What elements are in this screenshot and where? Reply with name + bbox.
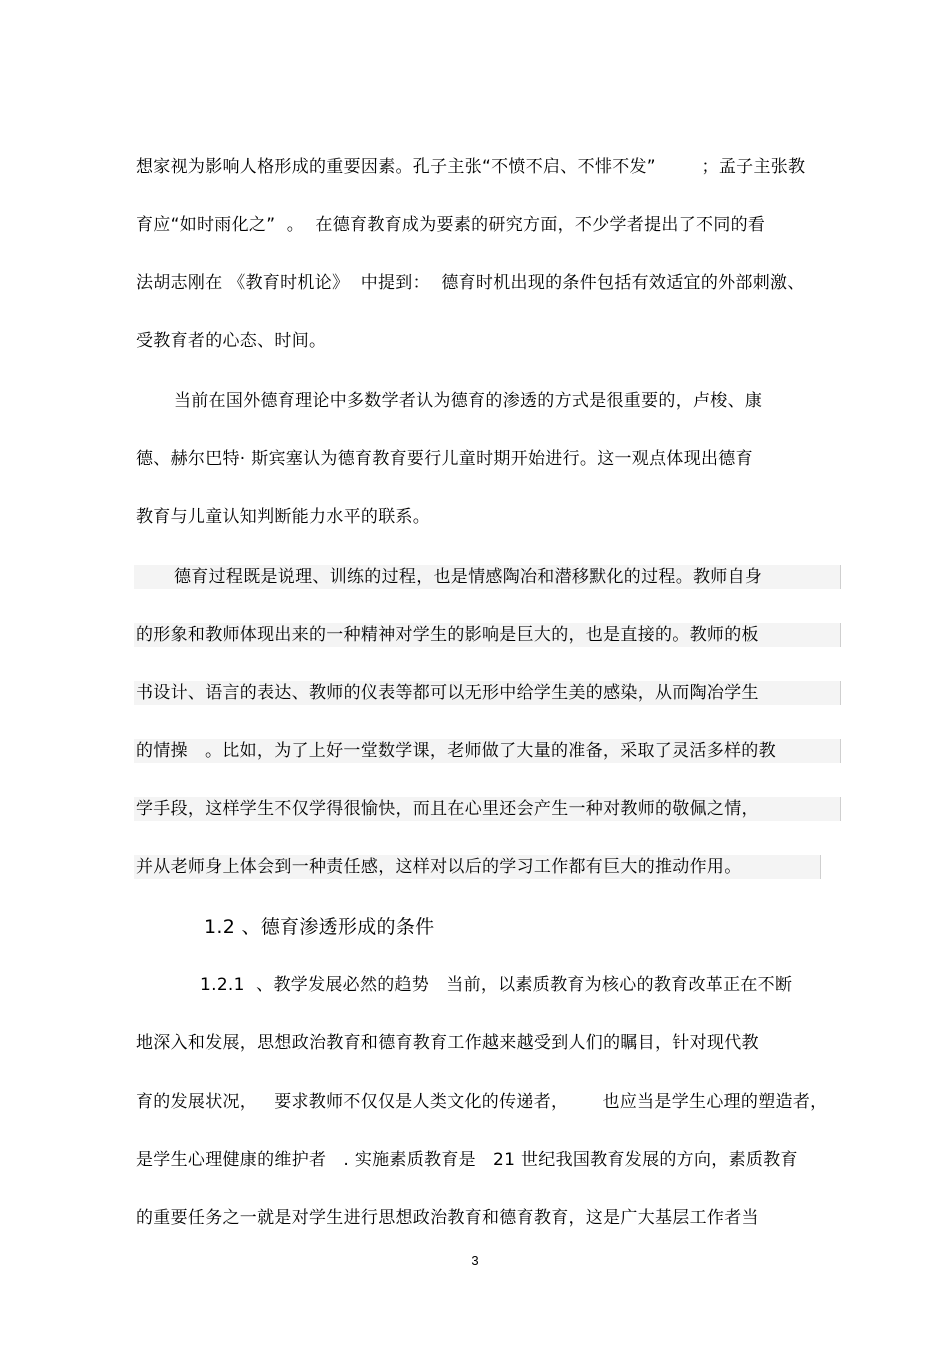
text-line: 学手段，这样学生不仅学得很愉快，而且在心里还会产生一种对教师的敬佩之情， xyxy=(136,799,759,819)
page-number: 3 xyxy=(471,1253,479,1268)
text-line: 育的发展状况， 要求教师不仅仅是人类文化的传递者， 也应当是学生心理的塑造者， xyxy=(136,1092,828,1112)
text-line: 想家视为影响人格形成的重要因素。孔子主张“不愤不启、不悱不发” ；孟子主张教 xyxy=(136,157,806,177)
text-line: 并从老师身上体会到一种责任感，这样对以后的学习工作都有巨大的推动作用。 xyxy=(136,857,742,877)
text-line: 法胡志刚在 《教育时机论》 中提到： 德育时机出现的条件包括有效适宜的外部刺激、 xyxy=(136,273,805,293)
text-line: 当前在国外德育理论中多数学者认为德育的渗透的方式是很重要的，卢梭、康 xyxy=(174,391,763,411)
text-line: 德、赫尔巴特· 斯宾塞认为德育教育要行儿童时期开始进行。这一观点体现出德育 xyxy=(136,449,753,469)
text-line: 1.2.1 、教学发展必然的趋势 当前，以素质教育为核心的教育改革正在不断 xyxy=(200,975,793,995)
text-line: 的形象和教师体现出来的一种精神对学生的影响是巨大的，也是直接的。教师的板 xyxy=(136,625,759,645)
section-heading: 1.2 、德育渗透形成的条件 xyxy=(204,916,435,938)
text-line: 是学生心理健康的维护者 . 实施素质教育是 21 世纪我国教育发展的方向，素质教育 xyxy=(136,1150,798,1170)
text-line: 书设计、语言的表达、教师的仪表等都可以无形中给学生美的感染，从而陶冶学生 xyxy=(136,683,759,703)
text-line: 地深入和发展，思想政治教育和德育教育工作越来越受到人们的瞩目，针对现代教 xyxy=(136,1033,759,1053)
text-line: 教育与儿童认知判断能力水平的联系。 xyxy=(136,507,431,527)
text-line: 的情操 。比如，为了上好一堂数学课，老师做了大量的准备，采取了灵活多样的教 xyxy=(136,741,776,761)
text-line: 受教育者的心态、时间。 xyxy=(136,331,327,351)
text-line: 德育过程既是说理、训练的过程，也是情感陶冶和潜移默化的过程。教师自身 xyxy=(174,567,763,587)
text-line: 的重要任务之一就是对学生进行思想政治教育和德育教育，这是广大基层工作者当 xyxy=(136,1208,759,1228)
text-line: 育应“如时雨化之” 。 在德育教育成为要素的研究方面，不少学者提出了不同的看 xyxy=(136,215,766,235)
